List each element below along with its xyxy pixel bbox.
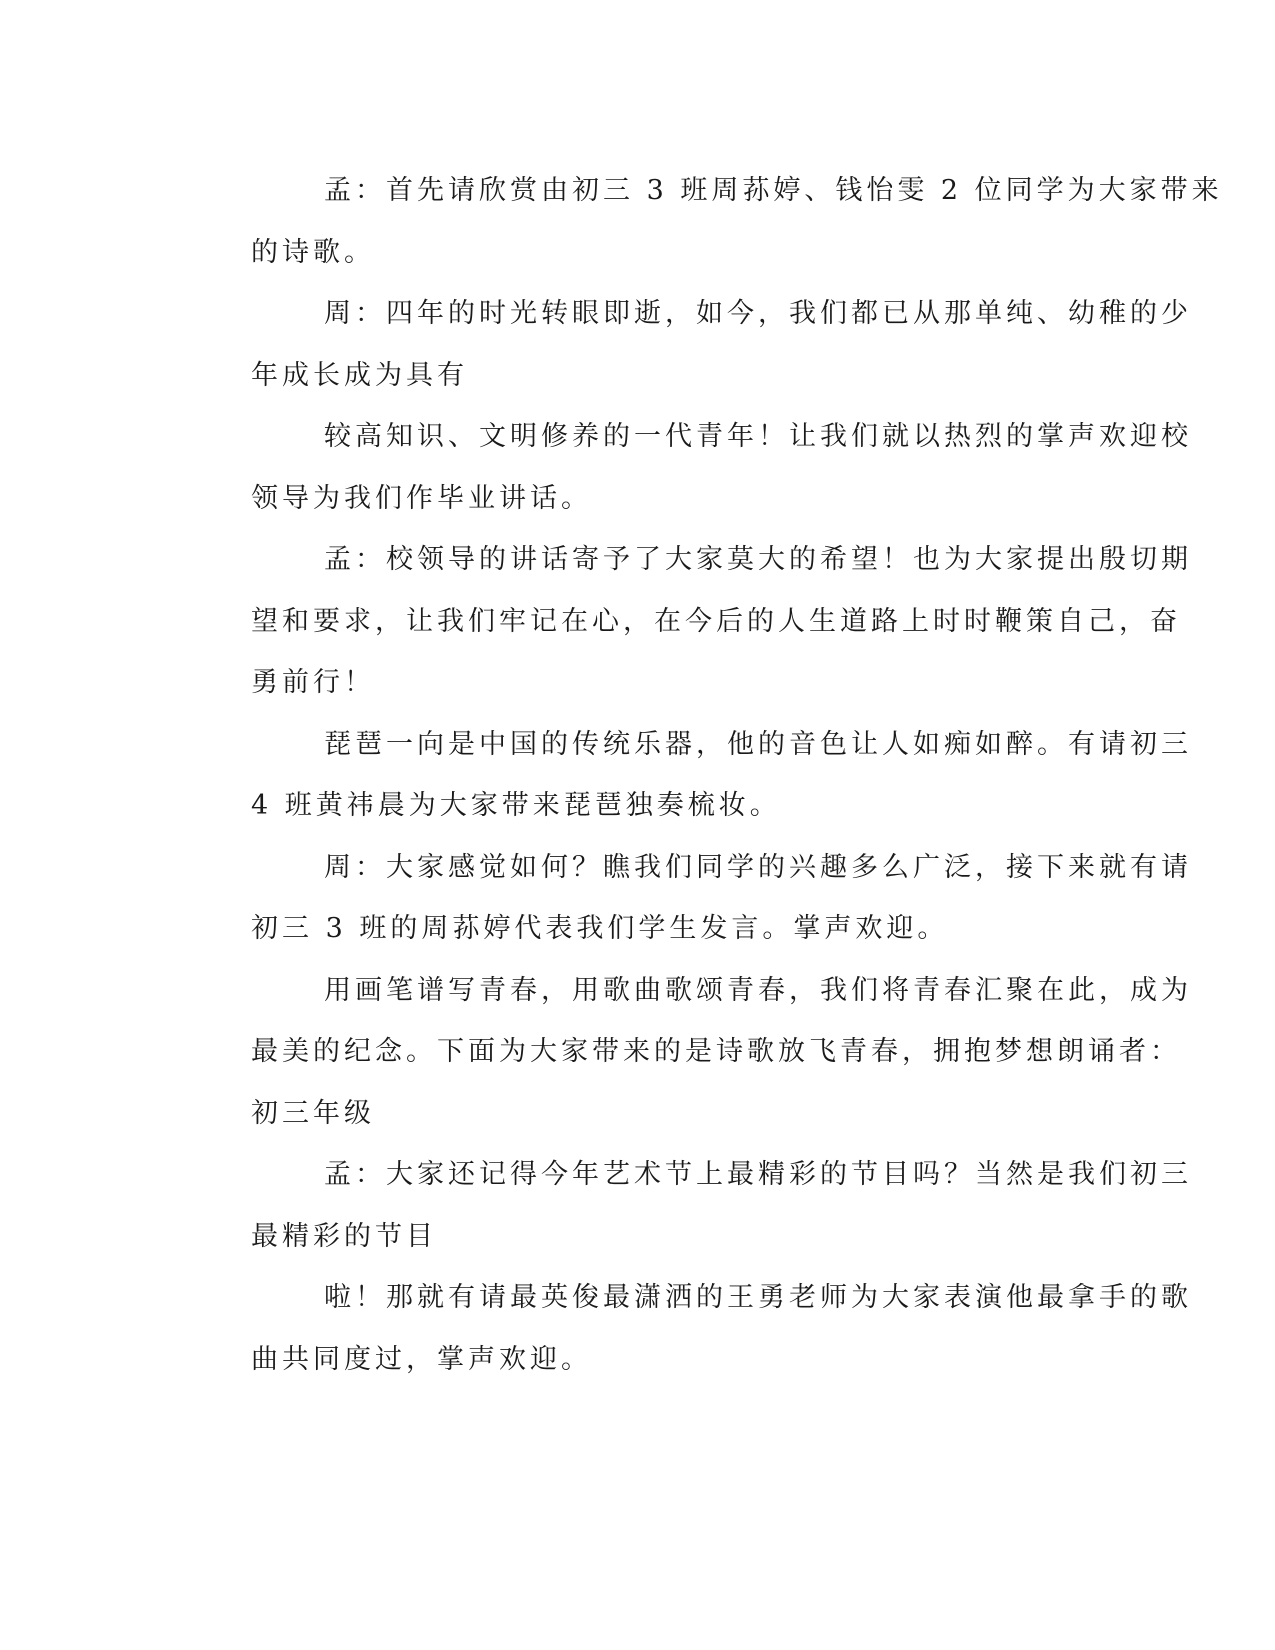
document-body xyxy=(189,160,1223,1390)
paragraph-zhou-growth xyxy=(189,283,1192,406)
paragraph-line: 领导为我们作毕业讲话。 xyxy=(251,482,592,514)
paragraph-meng-art-festival xyxy=(189,1144,1192,1267)
paragraph-line: 孟：大家还记得今年艺术节上最精彩的节目吗？当然是我们初三 xyxy=(324,1159,1192,1190)
paragraph-line: 用画笔谱写青春，用歌曲歌颂青春，我们将青春汇聚在此，成为 xyxy=(324,974,1192,1006)
paragraph-zhou-student-speech xyxy=(189,837,1192,960)
paragraph-leader-speech-intro xyxy=(189,406,1192,529)
paragraph-line: 初三 3 班的周荪婷代表我们学生发言。掌声欢迎。 xyxy=(251,913,949,944)
paragraph-pipa-solo xyxy=(189,714,1192,837)
paragraph-line: 最美的纪念。下面为大家带来的是诗歌放飞青春，拥抱梦想朗诵者： xyxy=(251,1036,1181,1067)
paragraph-teacher-song xyxy=(189,1267,1192,1390)
paragraph-youth-poem xyxy=(189,960,1192,1145)
paragraph-line: 望和要求，让我们牢记在心，在今后的人生道路上时时鞭策自己，奋 xyxy=(251,605,1181,637)
paragraph-line: 孟：首先请欣赏由初三 3 班周荪婷、钱怡雯 2 位同学为大家带来 xyxy=(324,175,1223,206)
paragraph-line: 最精彩的节目 xyxy=(251,1220,437,1252)
paragraph-meng-poem-intro xyxy=(189,160,1223,283)
paragraph-line: 琵琶一向是中国的传统乐器，他的音色让人如痴如醉。有请初三 xyxy=(324,728,1192,760)
paragraph-line: 啦！那就有请最英俊最潇洒的王勇老师为大家表演他最拿手的歌 xyxy=(324,1282,1192,1313)
paragraph-line: 初三年级 xyxy=(251,1097,375,1129)
paragraph-line: 年成长成为具有 xyxy=(251,359,468,391)
paragraph-meng-leader-thanks xyxy=(189,529,1192,714)
paragraph-line: 的诗歌。 xyxy=(251,236,375,268)
paragraph-line: 4 班黄祎晨为大家带来琵琶独奏梳妆。 xyxy=(251,790,781,821)
paragraph-line: 较高知识、文明修养的一代青年！让我们就以热烈的掌声欢迎校 xyxy=(324,421,1192,452)
paragraph-line: 孟：校领导的讲话寄予了大家莫大的希望！也为大家提出殷切期 xyxy=(324,544,1192,575)
paragraph-line: 曲共同度过，掌声欢迎。 xyxy=(251,1343,592,1375)
paragraph-line: 周：四年的时光转眼即逝，如今，我们都已从那单纯、幼稚的少 xyxy=(324,298,1192,329)
paragraph-line: 周：大家感觉如何？瞧我们同学的兴趣多么广泛，接下来就有请 xyxy=(324,851,1192,883)
paragraph-line: 勇前行！ xyxy=(251,667,375,698)
